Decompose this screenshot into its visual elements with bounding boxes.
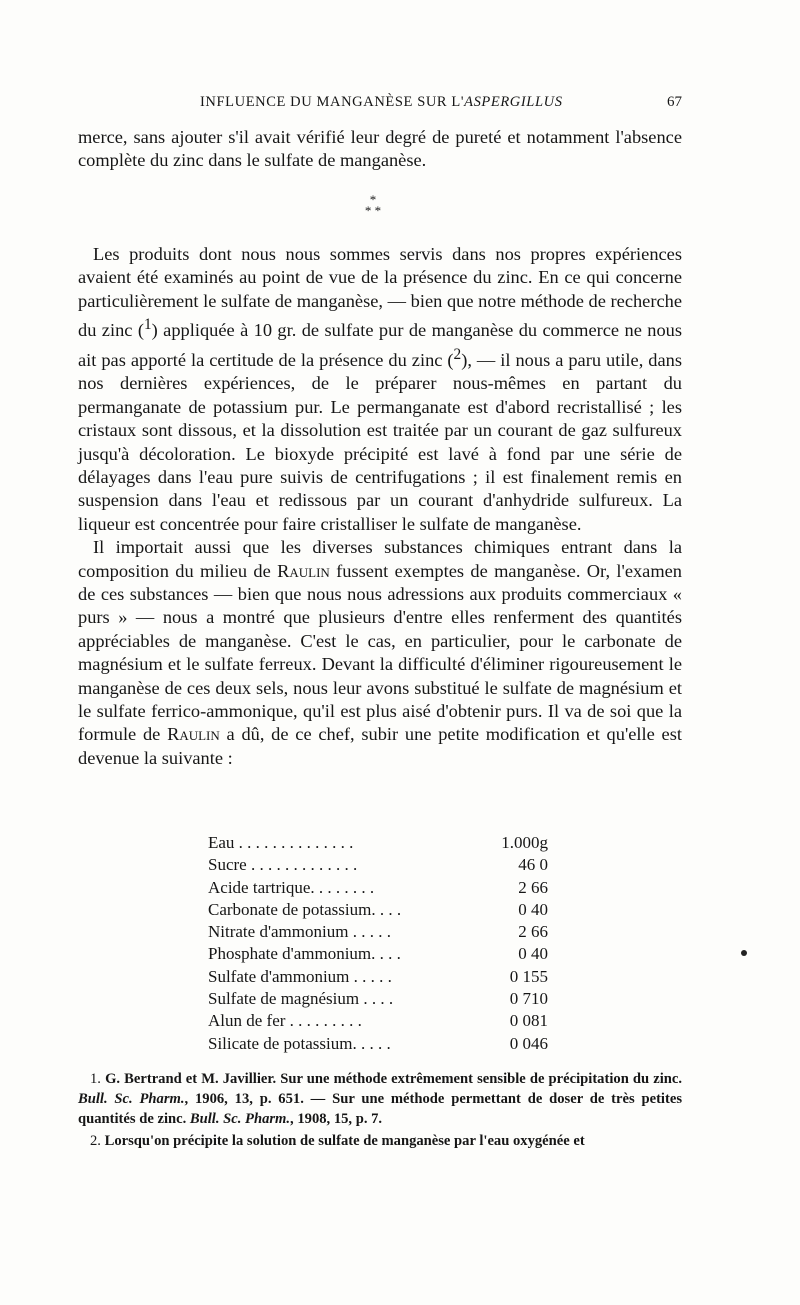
footnote-ref-2[interactable]: 2 [453, 345, 462, 363]
ingredient-amount: 1.000g [501, 833, 548, 852]
ingredient-name: Silicate de potassium. . . . . [208, 1033, 391, 1053]
footnote-1-journal-2: Bull. Sc. Pharm. [189, 1111, 291, 1127]
ingredient-amount: 0 081 [509, 1011, 548, 1031]
footnote-1-second-title: , p. 651. — Sur une méthode permettant de doser de très petites quantités de zinc. [78, 1091, 683, 1127]
formula-row [208, 988, 548, 1010]
raulin-formula-table [208, 832, 548, 1055]
p1-part-c: ), — il nous a paru utile, dans nos dernières expériences, de le préparer nous-mêmes en partant du permanganate de potassium pur. Le permanganate est d'abord recristallisé ; les cristaux sont dissous, et la dissolution est traitée par un courant de gaz sulfureux jusqu'à décoloration. Le bioxyde précipité est lavé à fond par une série de délayages dans l'eau pure suivis de centrifugations ; il est finalement remis en suspension dans l'eau et redissous par un courant d'anhydride sulfureux. La liqueur est concentrée pour faire cristalliser le sulfate de manganèse. [78, 349, 682, 534]
asterism-top: * [369, 192, 377, 207]
formula-row [208, 1033, 548, 1055]
ingredient-name: Sulfate de magnésium . . . . [208, 989, 394, 1009]
intro-paragraph [78, 126, 682, 173]
footnote-1-page: , p. 7. [348, 1111, 383, 1127]
ingredient-amount: 0 40 [518, 944, 548, 964]
ingredient-name: Carbonate de potassium. . . . [208, 899, 402, 919]
footnote-2 [78, 1131, 682, 1151]
author-raulin-2: Raulin [167, 724, 220, 745]
formula-row [208, 1010, 548, 1032]
footnote-1-title: Sur une méthode extrêmement sensible de précipitation du zinc. [276, 1071, 683, 1087]
running-head-text: INFLUENCE DU MANGANÈSE SUR L' [200, 94, 465, 110]
footnotes [78, 1069, 682, 1153]
ingredient-amount: 0 046 [509, 1033, 548, 1053]
footnote-1-authors: G. Bertrand et M. Javillier. [105, 1071, 277, 1087]
formula-row [208, 921, 548, 943]
ingredient-name: Eau . . . . . . . . . . . . . . [208, 833, 354, 852]
ingredient-name: Sulfate d'ammonium . . . . . [208, 966, 392, 986]
p2-part-c: a dû, de ce chef, subir une petite modification et qu'elle est devenue la suivante : [78, 724, 682, 768]
footnote-ref-1[interactable]: 1 [143, 316, 152, 334]
ingredient-name: Acide tartrique. . . . . . . . [208, 877, 375, 897]
ingredient-amount: 2 66 [518, 922, 548, 942]
ingredient-name: Phosphate d'ammonium. . . . [208, 944, 401, 964]
ingredient-amount: 0 40 [518, 899, 548, 919]
running-head [200, 94, 652, 111]
footnote-1-year: , 1906, [184, 1091, 235, 1107]
footnote-2-text: Lorsqu'on précipite la solution de sulfate de manganèse par l'eau oxygénée et [100, 1133, 585, 1149]
p1-part-b: ) appliquée à 10 gr. de sulfate pur de manganèse du commerce ne nous ait pas apporté la certitude de la présence du zinc ( [78, 320, 683, 370]
running-head-genus: ASPERGILLUS [464, 94, 563, 110]
footnote-1 [78, 1069, 682, 1129]
ingredient-name: Sucre . . . . . . . . . . . . . [208, 855, 358, 875]
asterism-bottom: * * [364, 203, 382, 218]
ingredient-amount: 2 66 [518, 877, 548, 897]
page-number: 67 [667, 94, 682, 110]
ingredient-name: Alun de fer . . . . . . . . . [208, 1011, 362, 1031]
p2-part-a: Il importait aussi que les diverses substances chimiques entrant dans la composition du milieu de [78, 537, 682, 581]
formula-row [208, 854, 548, 876]
main-text [78, 243, 682, 770]
formula-row [208, 832, 548, 854]
footnote-1-year-2: , 1908, [290, 1111, 334, 1127]
formula-row [208, 943, 548, 965]
paragraph-raulin [78, 536, 682, 770]
footnote-2-number: 2. [90, 1133, 101, 1149]
section-asterism [358, 194, 388, 216]
ingredient-amount: 46 0 [518, 855, 548, 875]
formula-row [208, 899, 548, 921]
ingredient-amount: 0 155 [509, 966, 548, 986]
p1-part-a: Les produits dont nous nous sommes servis dans nos propres expériences avaient été examinés au point de vue de la présence du zinc. En ce qui concerne particulièrement le sulfate de manganèse, — bien que notre méthode de recherche du zinc ( [78, 244, 682, 341]
paragraph-zinc [78, 243, 682, 536]
footnote-1-journal: Bull. Sc. Pharm. [78, 1091, 185, 1107]
footnote-1-number: 1. [90, 1071, 101, 1087]
scan-speck [741, 950, 747, 956]
p2-part-b: fussent exemptes de manganèse. Or, l'examen de ces substances — bien que nous nous adressions aux produits commerciaux « purs » — nous a montré que plusieurs d'entre elles renferment des quantités appréciables de manganèse. C'est le cas, en particulier, pour le carbonate de magnésium et le sulfate ferreux. Devant la difficulté d'éliminer rigoureusement le manganèse de ces deux sels, nous leur avons substitué le sulfate de magnésium et le sulfate ferrico-ammonique, qu'il est plus aisé d'obtenir purs. Il va de soi que la formule de [78, 560, 682, 745]
formula-row [208, 877, 548, 899]
ingredient-name: Nitrate d'ammonium . . . . . [208, 922, 391, 942]
intro-text: merce, sans ajouter s'il avait vérifié leur degré de pureté et notamment l'absence complète du zinc dans le sulfate de manganèse. [78, 127, 682, 171]
footnote-1-volume: 13 [234, 1091, 250, 1107]
ingredient-amount: 0 710 [509, 989, 548, 1009]
footnote-1-volume-2: 15 [333, 1111, 349, 1127]
formula-row [208, 966, 548, 988]
author-raulin: Raulin [277, 560, 330, 581]
